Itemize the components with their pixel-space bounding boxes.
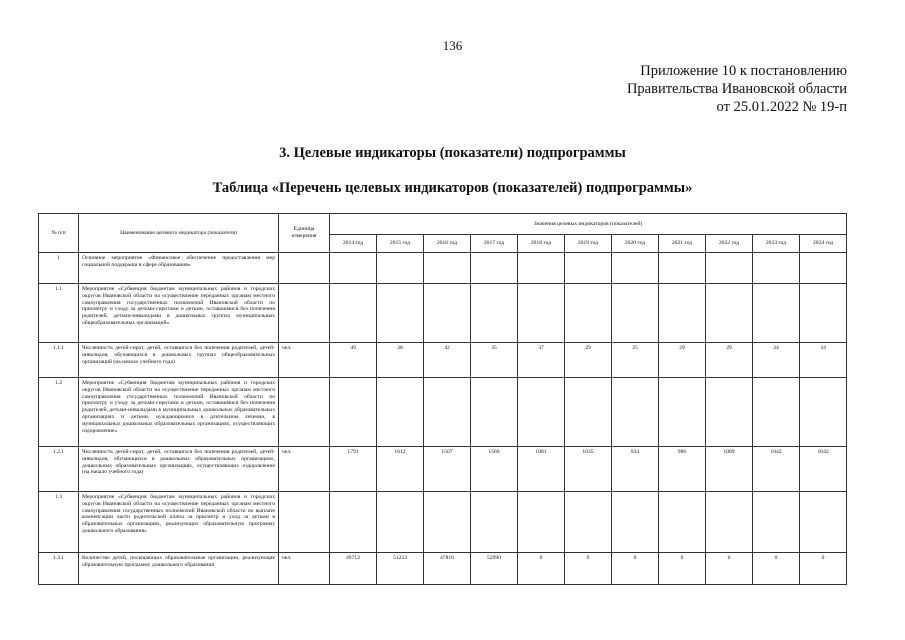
cell-value: 42 — [424, 343, 471, 378]
table-row — [39, 284, 847, 343]
cell-value: 0 — [518, 553, 565, 585]
cell-unit — [279, 378, 330, 447]
cell-num: 1.2 — [39, 378, 79, 447]
cell-value: 1612 — [377, 447, 424, 492]
header-year: 2020 год — [612, 235, 659, 253]
cell-value — [565, 253, 612, 284]
cell-value — [424, 492, 471, 553]
cell-value: 37 — [518, 343, 565, 378]
section-title: 3. Целевые индикаторы (показатели) подпрограммы — [279, 145, 626, 161]
cell-value — [471, 253, 518, 284]
cell-value — [471, 284, 518, 343]
header-year: 2015 год — [377, 235, 424, 253]
cell-value — [330, 253, 377, 284]
cell-value: 25 — [612, 343, 659, 378]
table-row — [39, 253, 847, 284]
header-values: Значения целевых индикаторов (показателей) — [330, 214, 847, 235]
table-row — [39, 447, 847, 492]
header-name: Наименование целевого индикатора (показателя) — [79, 214, 279, 253]
table-row — [39, 343, 847, 378]
cell-value — [377, 284, 424, 343]
cell-value: 35 — [471, 343, 518, 378]
cell-name: Численность детей-сирот, детей, оставшихся без попечения родителей, детей-инвалидов, обучающихся в дошкольных образовательных организациях, дошкольных образовательных организациях, осуществляющих оздоровление (на начало учебного года) — [79, 447, 279, 492]
cell-name: Численность детей-сирот, детей, оставшихся без попечения родителей, детей-инвалидов, обучающихся в дошкольных группах общеобразовательных организаций (на начало учебного года) — [79, 343, 279, 378]
cell-value: 47816 — [424, 553, 471, 585]
cell-value: 934 — [612, 447, 659, 492]
cell-value — [753, 284, 800, 343]
cell-unit: чел. — [279, 343, 330, 378]
cell-value — [377, 378, 424, 447]
cell-value — [753, 378, 800, 447]
cell-name: Мероприятие «Субвенция бюджетам муниципальных районов и городских округов Ивановской области на осуществление переданных органам местного самоуправления государственных полномочий Ивановской области по присмотру и уходу за детьми-сиротами и детьми, оставшимися без попечения родителей, детьми-инвалидами в муниципальных дошкольных образовательных организациях и детьми, нуждающимися в длительном лечении, в муниципальных дошкольных образовательных организациях, осуществляющих оздоровление» — [79, 378, 279, 447]
cell-value — [518, 253, 565, 284]
cell-value — [518, 378, 565, 447]
header-year: 2021 год — [659, 235, 706, 253]
header-year: 2018 год — [518, 235, 565, 253]
cell-value — [612, 284, 659, 343]
cell-value — [330, 378, 377, 447]
cell-num: 1.1.1 — [39, 343, 79, 378]
header-year: 2023 год — [753, 235, 800, 253]
cell-value — [753, 253, 800, 284]
cell-value: 0 — [612, 553, 659, 585]
cell-value — [659, 492, 706, 553]
cell-value — [471, 492, 518, 553]
cell-value — [330, 492, 377, 553]
cell-value: 29 — [565, 343, 612, 378]
table-row — [39, 378, 847, 447]
cell-value — [565, 284, 612, 343]
cell-value: 49712 — [330, 553, 377, 585]
cell-value — [424, 378, 471, 447]
cell-value — [800, 492, 847, 553]
header-year: 2024 год — [800, 235, 847, 253]
cell-num: 1.3.1 — [39, 553, 79, 585]
cell-value: 1035 — [565, 447, 612, 492]
appendix-line-1: Приложение 10 к постановлению — [640, 63, 847, 79]
cell-value — [330, 284, 377, 343]
cell-value: 986 — [659, 447, 706, 492]
header-unit: Единица измерения — [279, 214, 330, 253]
cell-value: 38 — [377, 343, 424, 378]
table-title: Таблица «Перечень целевых индикаторов (показателей) подпрограммы» — [212, 180, 693, 196]
cell-value — [659, 284, 706, 343]
cell-value: 49 — [330, 343, 377, 378]
cell-value — [377, 253, 424, 284]
cell-name: Количество детей, посещающих образовательные организации, реализующие образовательную программу дошкольного образования — [79, 553, 279, 585]
cell-value: 29 — [706, 343, 753, 378]
cell-name: Мероприятие «Субвенция бюджетам муниципальных районов и городских округов Ивановской области на осуществление переданных органам местного самоуправления государственных полномочий Ивановской области по присмотру и уходу за детьми-сиротами и детьми, оставшимися без попечения родителей, детьми-инвалидами в дошкольных группах муниципальных общеобразовательных организаций» — [79, 284, 279, 343]
header-row — [39, 214, 847, 235]
cell-value: 29 — [659, 343, 706, 378]
cell-value — [659, 253, 706, 284]
cell-value: 1042 — [753, 447, 800, 492]
indicators-table — [38, 213, 847, 585]
cell-num: 1.1 — [39, 284, 79, 343]
cell-value — [800, 378, 847, 447]
cell-value: 0 — [753, 553, 800, 585]
header-num: № п/п — [39, 214, 79, 253]
appendix-header — [627, 62, 847, 116]
table-row — [39, 553, 847, 585]
cell-value — [424, 284, 471, 343]
cell-value: 0 — [800, 553, 847, 585]
cell-value — [612, 253, 659, 284]
cell-value — [518, 492, 565, 553]
cell-value: 1042 — [800, 447, 847, 492]
cell-value: 0 — [565, 553, 612, 585]
cell-value — [753, 492, 800, 553]
appendix-line-2: Правительства Ивановской области — [626, 81, 847, 97]
cell-value: 1081 — [518, 447, 565, 492]
table-row — [39, 492, 847, 553]
cell-value: 51222 — [377, 553, 424, 585]
cell-unit — [279, 492, 330, 553]
header-year: 2022 год — [706, 235, 753, 253]
cell-value — [706, 253, 753, 284]
cell-num: 1.2.1 — [39, 447, 79, 492]
appendix-line-3: от 25.01.2022 № 19-п — [716, 99, 847, 115]
header-year: 2019 год — [565, 235, 612, 253]
cell-name: Мероприятие «Субвенция бюджетам муниципальных районов и городских округов Ивановской области на осуществление переданных органам местного самоуправления государственных полномочий Ивановской области по выплате компенсации части родительской платы за присмотр и уход за детьми в образовательных организациях, реализующих образовательную программу дошкольного образования» — [79, 492, 279, 553]
cell-value: 1791 — [330, 447, 377, 492]
cell-value — [518, 284, 565, 343]
cell-value — [706, 492, 753, 553]
cell-name: Основное мероприятие «Финансовое обеспечение предоставления мер социальной поддержки в сфере образования» — [79, 253, 279, 284]
cell-value: 34 — [800, 343, 847, 378]
cell-unit: чел. — [279, 447, 330, 492]
cell-value — [565, 492, 612, 553]
header-year: 2017 год — [471, 235, 518, 253]
cell-value: 1507 — [424, 447, 471, 492]
cell-value — [565, 378, 612, 447]
cell-value: 1009 — [706, 447, 753, 492]
cell-unit: чел. — [279, 553, 330, 585]
cell-value: 0 — [706, 553, 753, 585]
cell-value — [706, 378, 753, 447]
cell-value — [424, 253, 471, 284]
cell-value — [706, 284, 753, 343]
cell-value — [612, 378, 659, 447]
header-year: 2014 год — [330, 235, 377, 253]
cell-value — [471, 378, 518, 447]
cell-value — [800, 284, 847, 343]
cell-value: 52990 — [471, 553, 518, 585]
cell-value: 34 — [753, 343, 800, 378]
cell-value — [612, 492, 659, 553]
cell-value — [659, 378, 706, 447]
cell-num: 1.3 — [39, 492, 79, 553]
cell-num: 1 — [39, 253, 79, 284]
page-number: 136 — [442, 38, 463, 53]
cell-value — [377, 492, 424, 553]
cell-unit — [279, 253, 330, 284]
header-year: 2016 год — [424, 235, 471, 253]
cell-unit — [279, 284, 330, 343]
cell-value — [800, 253, 847, 284]
cell-value: 0 — [659, 553, 706, 585]
cell-value: 1569 — [471, 447, 518, 492]
